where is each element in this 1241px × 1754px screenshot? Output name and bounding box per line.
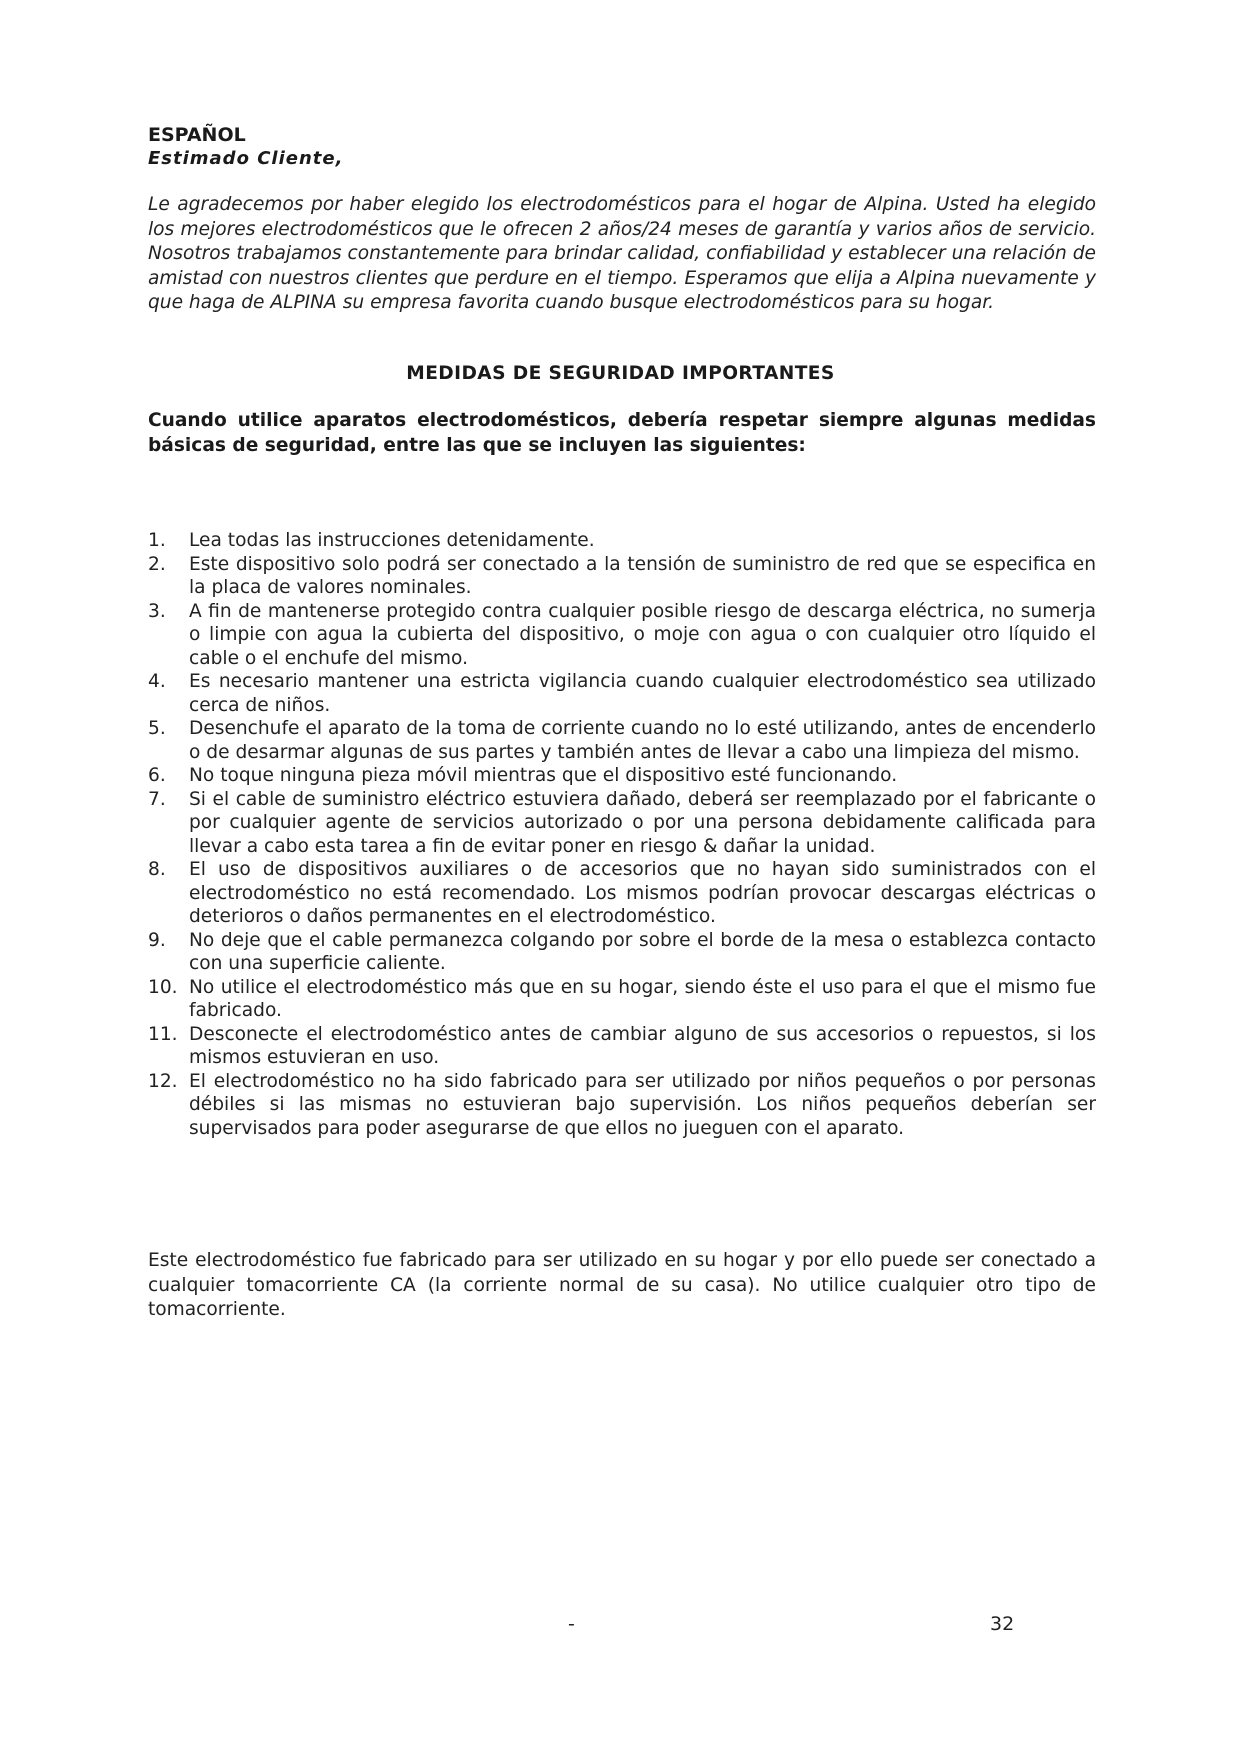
list-item bbox=[148, 788, 1096, 859]
list-item-number: 9. bbox=[148, 929, 166, 951]
list-item bbox=[148, 1023, 1096, 1070]
list-item-number: 4. bbox=[148, 671, 166, 692]
list-item bbox=[148, 600, 1096, 671]
list-item bbox=[148, 717, 1096, 764]
list-item-text: El electrodoméstico no ha sido fabricado para ser utilizado por niños pequeños o por personas débiles si las mismas no estuvieran bajo supervisión. Los niños pequeños deberían ser supervisados para poder asegurarse de que ellos no jueguen con el aparato. bbox=[189, 1070, 1096, 1139]
list-item-number: 11. bbox=[148, 1023, 178, 1045]
list-item-number: 7. bbox=[148, 788, 166, 810]
page-number: 32 bbox=[990, 1613, 1015, 1635]
list-item bbox=[148, 553, 1096, 600]
list-item-text: No utilice el electrodoméstico más que en su hogar, siendo éste el uso para el que el mismo fue fabricado. bbox=[189, 976, 1096, 1021]
list-item bbox=[148, 764, 1096, 788]
list-item-text: Si el cable de suministro eléctrico estuviera dañado, deberá ser reemplazado por el fabricante o por cualquier agente de servicios autorizado o por una persona debidamente calificada para llevar a cabo esta tarea a fin de evitar poner en riesgo & dañar la unidad. bbox=[189, 788, 1096, 857]
list-item-number: 8. bbox=[148, 859, 166, 880]
list-item-number: 12. bbox=[148, 1070, 178, 1092]
list-item-number: 3. bbox=[148, 600, 166, 622]
intro-paragraph: Le agradecemos por haber elegido los electrodomésticos para el hogar de Alpina. Usted ha elegido los mejores electrodomésticos que le ofrecen 2 años/24 meses de garantía y varios años de servicio. Nosotros trabajamos constantemente para brindar calidad, confiabilidad y establecer una relación de amistad con nuestros clientes que perdure en el tiempo. Esperamos que elija a Alpina nuevamente y que haga de ALPINA su empresa favorita cuando busque electrodomésticos para su hogar. bbox=[148, 194, 1096, 313]
closing-paragraph: Este electrodoméstico fue fabricado para ser utilizado en su hogar y por ello puede ser conectado a cualquier tomacorriente CA (la corriente normal de su casa). No utilice cualquier otro tipo de tomacorriente. bbox=[148, 1250, 1096, 1320]
list-item bbox=[148, 976, 1096, 1023]
list-item bbox=[148, 1070, 1096, 1141]
list-item-number: 6. bbox=[148, 765, 166, 786]
list-item-text: Este dispositivo solo podrá ser conectado a la tensión de suministro de red que se especifica en la placa de valores nominales. bbox=[189, 553, 1096, 598]
list-item-number: 2. bbox=[148, 553, 166, 575]
language-heading: ESPAÑOL bbox=[148, 124, 246, 146]
list-item-text: No deje que el cable permanezca colgando por sobre el borde de la mesa o establezca contacto con una superficie caliente. bbox=[189, 929, 1096, 974]
list-item-number: 5. bbox=[148, 718, 166, 739]
section-title: MEDIDAS DE SEGURIDAD IMPORTANTES bbox=[406, 363, 835, 384]
list-item bbox=[148, 670, 1096, 717]
list-item-text: Desenchufe el aparato de la toma de corriente cuando no lo esté utilizando, antes de encenderlo o de desarmar algunas de sus partes y también antes de llevar a cabo una limpieza del mismo. bbox=[189, 718, 1096, 763]
list-item bbox=[148, 858, 1096, 929]
list-item-number: 10. bbox=[148, 976, 178, 998]
list-item-text: El uso de dispositivos auxiliares o de accesorios que no hayan sido suministrados con el electrodoméstico no está recomendado. Los mismos podrían provocar descargas eléctricas o deterioros o daños permanentes en el electrodoméstico. bbox=[189, 859, 1096, 927]
list-item-number: 1. bbox=[148, 530, 166, 551]
list-item bbox=[148, 929, 1096, 976]
safety-instructions-list bbox=[148, 529, 1096, 1140]
list-item-text: Es necesario mantener una estricta vigilancia cuando cualquier electrodoméstico sea utilizado cerca de niños. bbox=[189, 671, 1096, 716]
footer-dash: - bbox=[568, 1613, 575, 1635]
list-item-text: Lea todas las instrucciones detenidamente. bbox=[189, 530, 595, 551]
list-item-text: No toque ninguna pieza móvil mientras que el dispositivo esté funcionando. bbox=[189, 765, 898, 786]
safety-lead-paragraph: Cuando utilice aparatos electrodomésticos, debería respetar siempre algunas medidas básicas de seguridad, entre las que se incluyen las siguientes: bbox=[148, 410, 1096, 456]
salutation: Estimado Cliente, bbox=[148, 148, 344, 169]
list-item-text: Desconecte el electrodoméstico antes de cambiar alguno de sus accesorios o repuestos, si los mismos estuvieran en uso. bbox=[189, 1023, 1096, 1068]
list-item bbox=[148, 529, 1096, 553]
list-item-text: A fin de mantenerse protegido contra cualquier posible riesgo de descarga eléctrica, no sumerja o limpie con agua la cubierta del dispositivo, o moje con agua o con cualquier otro líquido el cable o el enchufe del mismo. bbox=[189, 600, 1096, 669]
